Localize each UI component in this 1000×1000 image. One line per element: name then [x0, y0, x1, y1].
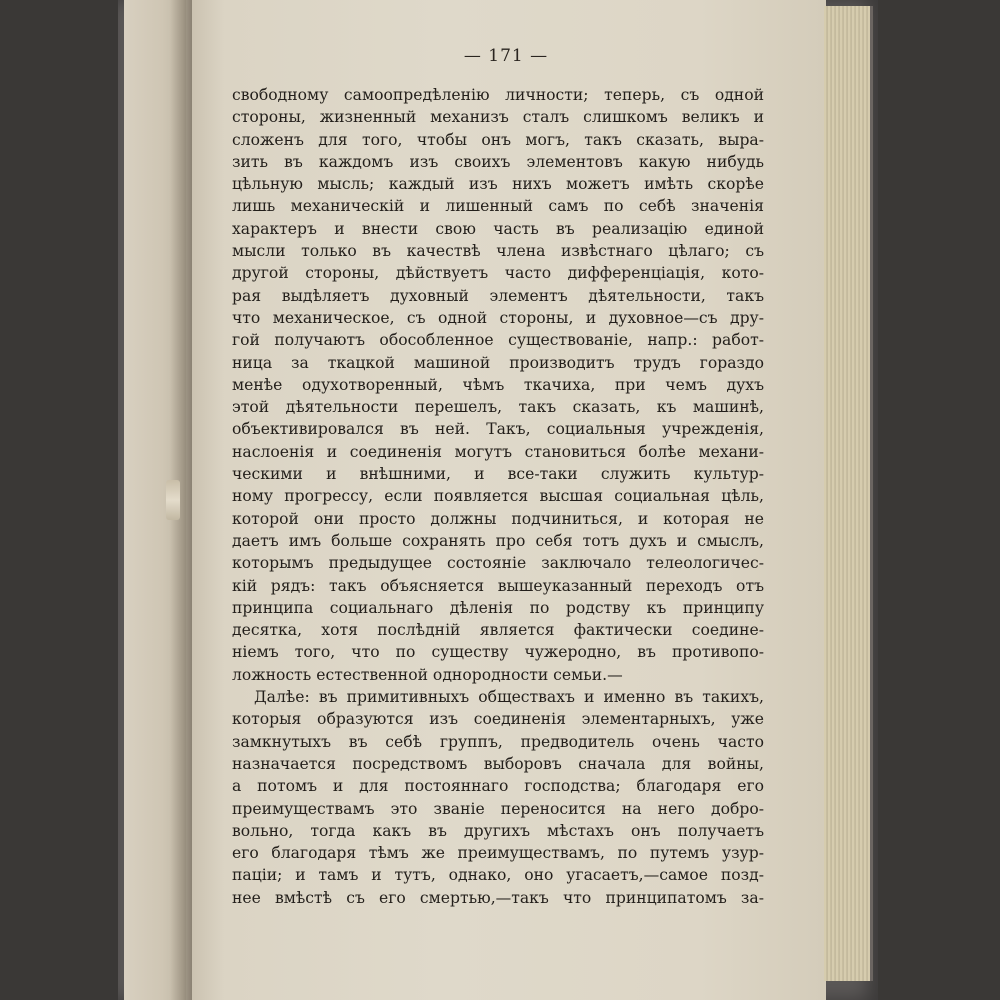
text-line: которымъ предыдущее состояніе заключало телеологичес-: [232, 554, 764, 573]
text-line: которой они просто должны подчиниться, и которая не: [232, 509, 764, 528]
text-line: Далѣе: въ примитивныхъ обществахъ и именно въ такихъ,: [254, 688, 764, 707]
text-line: объективировался въ ней. Такъ, социальныя учрежденія,: [232, 420, 764, 439]
text-line: кій рядъ: такъ объясняется вышеуказанный переходъ отъ: [232, 576, 764, 595]
page-text: [232, 84, 764, 909]
text-line: паціи; и тамъ и тутъ, однако, оно угасаетъ,—самое позд-: [232, 866, 764, 885]
text-line: менѣе одухотворенный, чѣмъ ткачиха, при чемъ духъ: [232, 375, 764, 394]
text-line: лишь механическій и лишенный самъ по себѣ значенія: [232, 197, 764, 216]
text-line: ному прогрессу, если появляется высшая социальная цѣль,: [232, 487, 764, 506]
text-line: принципа социальнаго дѣленія по родству къ принципу: [232, 598, 764, 617]
page-number: — 171 —: [463, 46, 549, 66]
text-line: десятка, хотя послѣдній является фактически соедине-: [232, 621, 764, 640]
text-line: другой стороны, дѣйствуетъ часто дифференціація, кото-: [232, 264, 764, 283]
text-line: цѣльную мысль; каждый изъ нихъ можетъ имѣть скорѣе: [232, 175, 764, 194]
text-line: ніемъ того, что по существу чужеродно, въ противопо-: [232, 643, 764, 662]
text-line: а потомъ и для постояннаго господства; благодаря его: [232, 777, 764, 796]
text-line: преимуществамъ это званіе переносится на него добро-: [232, 799, 764, 818]
text-line: его благодаря тѣмъ же преимуществамъ, по путемъ узур-: [232, 844, 764, 863]
text-line: мысли только въ качествѣ члена извѣстнаго цѣлаго; съ: [232, 242, 764, 261]
text-line: рая выдѣляетъ духовный элементъ дѣятельности, такъ: [232, 286, 764, 305]
text-line: наслоенія и соединенія могутъ становиться болѣе механи-: [232, 442, 764, 461]
text-line: замкнутыхъ въ себѣ группъ, предводитель очень часто: [232, 732, 764, 751]
text-line: этой дѣятельности перешелъ, такъ сказать, къ машинѣ,: [232, 398, 764, 417]
text-line: вольно, тогда какъ въ другихъ мѣстахъ онъ получаетъ: [232, 821, 764, 840]
text-line: назначается посредствомъ выборовъ сначала для войны,: [232, 754, 764, 773]
text-line: которыя образуются изъ соединенія элементарныхъ, уже: [232, 710, 764, 729]
text-line: зить въ каждомъ изъ своихъ элементовъ какую нибудь: [232, 152, 764, 171]
page-edges: [824, 6, 873, 981]
text-line: гой получаютъ обособленное существованіе, напр.: работ-: [232, 331, 764, 350]
text-line: характеръ и внести свою часть въ реализацію единой: [232, 219, 764, 238]
text-line: даетъ имъ больше сохранять про себя тотъ духъ и смыслъ,: [232, 531, 764, 550]
book-page: [186, 0, 826, 1000]
text-line: что механическое, съ одной стороны, и духовное—съ дру-: [232, 308, 764, 327]
text-line: стороны, жизненный механизъ сталъ слишкомъ великъ и: [232, 108, 764, 127]
text-line: ческими и внѣшними, и все-таки служить культур-: [232, 465, 764, 484]
text-line: свободному самоопредѣленію личности; теперь, съ одной: [232, 86, 764, 104]
binding-tear: [166, 480, 180, 520]
text-line: сложенъ для того, чтобы онъ могъ, такъ сказать, выра-: [232, 130, 764, 149]
text-line: ница за ткацкой машиной производитъ трудъ гораздо: [232, 353, 764, 372]
text-line: нее вмѣстѣ съ его смертью,—такъ что принципатомъ за-: [232, 888, 764, 907]
text-line: ложность естественной однородности семьи.—: [232, 665, 623, 684]
